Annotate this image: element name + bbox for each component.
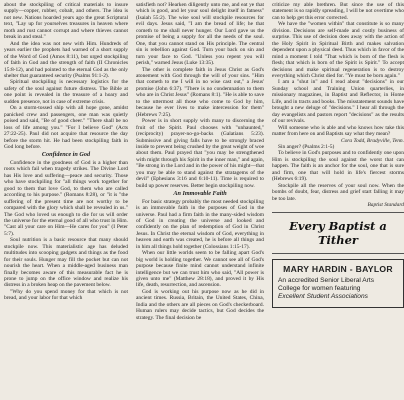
paragraph: Soul nutrition is a basic resource that many should stockpile now. This materialistic age has deluded multitudes into scooping gadgets and things as the food for their souls. Hunger may fill the pocket but can not nourish the heart. When a middle-aged business man finally becomes aware of this measurable fact he is prone to jump on the office window and realize his distress in a broken heap on the pavement below. [4,237,128,289]
college-ad-line: College for women featuring [278,284,361,292]
paragraph: The other is complete faith in Jesus Christ as God's atonement with God through the will of your sins. "Him that cometh to me I will in no wise cast out," a Jesus' promise (John 6:37). "There is no condemnation to them who are in Christ Jesus" (Romans 8:1). "He is able to save to the uttermost all those who come to God by him, because he ever lives to make intercession for them" (Hebrews 7:25). [136,66,264,118]
column-2 [136,2,264,400]
paragraph: about the stockpiling of critical materials to insure supply—copper, rubber, cobalt, and others. The idea is not new. Nations hoarded years ago the great Scriptural text, "Lay up for yourselves treasures in heaven where moth and rust cannot corrupt and where thieves cannot break in and steal." [4,2,128,41]
paragraph: God is working out his purpose now as he did in ancient times. Russia, Britain, the United States, China, India and the others are all pieces on God's checkerboard. Human rulers may decide tactics, but God decides the strategy. The final decision be [136,288,264,321]
college-ad [272,259,404,308]
tither-ad-text: Every Baptist a Tither [289,218,387,247]
paragraph: Will someone who is able and who knows how take this matter from here on and Baptists say what they mean? [272,124,404,138]
paragraph: Stockpile all the reserves of your soul now. When the bombs of doubt, fear, distress and grief start falling it may be too late. [272,182,404,202]
paragraph: On a storm-tossed ship with all hope gone, amidst panicked crew and passengers, one man was quietly poised and said, "Be of good cheer." "There shall be no loss of life among you." "For I believe God" (Acts 27:22-25). Paul did not acquire that resource the day before the storm hit. He had been stockpiling faith in God long before. [4,105,128,150]
paragraph: Spiritual stockpiling is necessary logistics for the safety of the soul against future distress. The Bible at one point is revealed in the treasure of a hoary and sudden presence, not in case of extreme crisis. [4,79,128,105]
paragraph: We have the "women within" that constitute is so many division. Decisions are self-made and costly business of surprise. This use of decision does away with the action of the Holy Spirit in Spiritual Birth and makes salvation dependent upon a physical deed. Thus which in favor of the mind a moment I told "That which is born of the flesh is flesh; that which is born of the Spirit is Spirit." To accept decisions and make spiritual regeneration is to destroy everything which Christ died for. "Ye must be born again." [272,21,404,79]
column-1 [4,2,128,400]
section-heading: An Immovable Faith [173,190,227,198]
tither-ad [272,212,404,254]
paragraph: satisfieth not? Hearken diligently unto me, and eat ye that which is good, and let your soul delight itself in fatness" (Isaiah 55:2). The wise soul will stockpile resources for evil days. Jesus said, "I am the bread of life; he that cometh to me shall never hunger. Our Lord gave us the promise of being a supply for all the needs of the soul. One, that you cannot stand on His principle. The central sin is rebellion against God. Turn your back on sin and turn your face to God. "Unless you repent you will perish," warned Jesus (Luke 13:35). [136,2,264,67]
college-ad-line: Excellent Student Associations [278,292,368,300]
paragraph: Confidence in the goodness of God is a higher than roots which fail when tragedy strikes. The Divine Lord has His love and suffering—peace and security. Those who have stockpiling for "all things work together for good to them that love God, to them who are called according to his purpose." (Romans 8:28), or "it is "the suffering of the present time are not worthy to be compared with the glory which shall be revealed in us." The God who loved us enough to die for us will order the universe for the eternal good of all who trust in Him. "Cast all your care on Him—He cares for you" (I Peter 5:7). [4,159,128,237]
paragraph: Sin anger? (Psalms 2:1-5) [278,143,335,150]
paragraph: I am a "shut in" and I read about "decisions" in our Sunday school and Training Union quarterlies, in missionary magazines, in Baptist and Reflector, in Home Life, and in tracts and books. The misstatement sounds have brought a new deluge of "decisions." I hear all through the day evangelists and pastors report "decisions" as the results of our revivals. [272,79,404,125]
paragraph: "Why do you spend money for that which is not bread, and your labor for that which [4,288,128,302]
letter-signature: Cora Todd, Bradyville, Tenn. [340,137,404,144]
college-ad-name: MARY HARDIN - BAYLOR [283,263,393,274]
paragraph: When our little worlds seem to be falling apart God's big world is holding together. We cannot see all of God's purpose because finite mind cannot understand infinite intelligence but we can trust him who said, "All power is given unto me" (Matthew 28:18), and proved it by His life, death, resurrection, and ascension. [136,250,264,289]
paragraph: And the idea was not new with Him. Hundreds of years earlier the prophets had warned of a short supply of the Word of God (Amos 8:11), but urged stockpiling of faith in God and the strength of faith (II Chronicles 15:8-12), and had pointed to the eternal God as the only shelter that guaranteed security (Psalms 91:1-2). [4,40,128,79]
paragraph: For basic strategy probably the most needed stockpiling is an immovable faith in the purposes of God in the universe. Paul had a firm faith in the many-sided wisdom of God in creating the universe and looked and confidently on the plan of redemption of God in Christ Jesus. In Christ the eternal wisdom of God, everything in heaven and earth was created, he is before all things and in him all things hold together (Colossians 1:15-17). [136,198,264,250]
column-3-text [272,2,404,209]
column-3 [272,2,404,400]
college-ad-line: An accredited Senior Liberal Arts [278,276,375,284]
source-credit: Baptist Standard [367,202,404,209]
paragraph: Power is in short supply with many to discerning the fruit of the Spirit. Paul chooses with "unhaunted," (reciprocity) prayer-no-go-backs (Galatians 5:23). Submissive and giving falls have to be strongly braced inside to prevent being crushed by the great weight of woe about them. Paul prayed that "you may be strengthened with might through his Spirit in the inner man," and again, "Be strong in the Lord and in the power of his might—that you may be able to stand against the stratagems of the devil" (Ephesians 3:16 and 6:10-11). Time is required to build up power reserves. Better begin stockpiling now. [136,118,264,189]
paragraph: criticize my able brethren. But since the use of this statement is so rapidly spreading, I will be not overtime who can to help get this error corrected. [272,2,404,21]
section-heading: Confidence in God [41,151,91,159]
paragraph: To believe in God's purposes and to confidently one upon Him is stockpiling the soul against the worst that can happen. The faith is an anchor for the soul, one that is sure and firm, one that will hold in life's fiercest storms (Hebrews 6:19). [272,150,404,183]
